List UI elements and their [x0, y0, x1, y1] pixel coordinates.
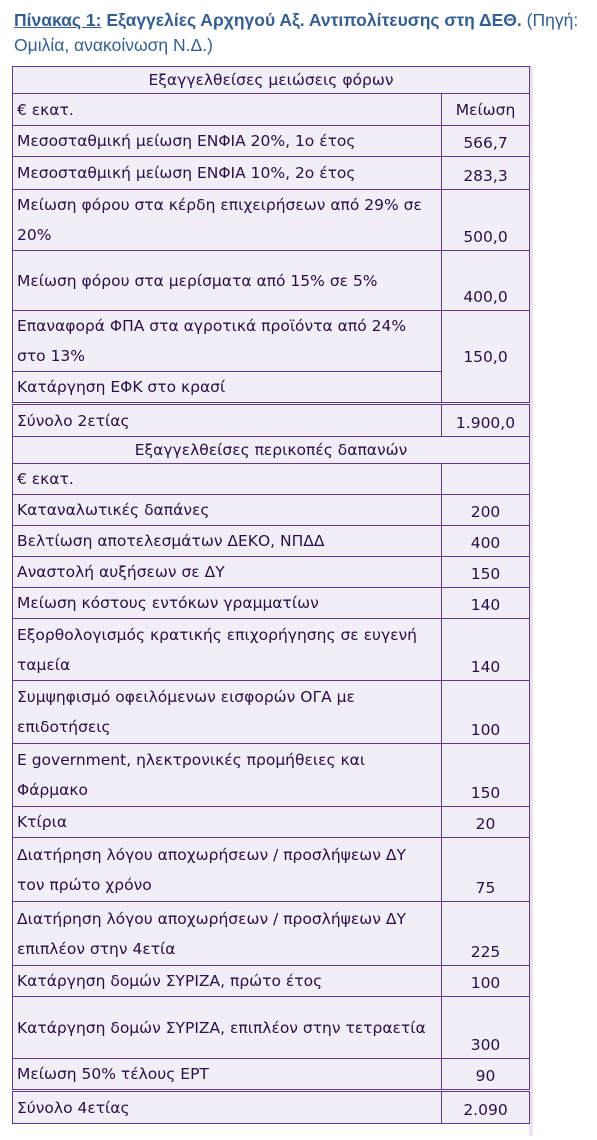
row-label: Κατάργηση δομών ΣΥΡΙΖΑ, πρώτο έτος	[13, 966, 442, 997]
row-label: Κατάργηση δομών ΣΥΡΙΖΑ, επιπλέον στην τετραετία	[13, 997, 442, 1059]
row-label: Καταναλωτικές δαπάνες	[13, 495, 442, 526]
row-label: Κτίρια	[13, 807, 442, 838]
table-row	[13, 807, 530, 838]
row-value: 400	[442, 526, 530, 557]
row-value: 150	[442, 744, 530, 807]
measures-table	[12, 66, 530, 1124]
total-row	[13, 404, 530, 437]
row-value: 100	[442, 966, 530, 997]
row-value: 75	[442, 838, 530, 902]
column-header-row	[13, 464, 530, 495]
total-value: 2.090	[442, 1091, 530, 1124]
section-header-row	[13, 67, 530, 94]
row-label: Διατήρηση λόγου αποχωρήσεων / προσλήψεων ΔΥ τον πρώτο χρόνο	[13, 838, 442, 902]
column-header-row	[13, 94, 530, 126]
row-label: Βελτίωση αποτελεσμάτων ΔΕΚΟ, ΝΠΔΔ	[13, 526, 442, 557]
row-value: 225	[442, 902, 530, 966]
row-value: 200	[442, 495, 530, 526]
table-row	[13, 311, 530, 372]
table-row	[13, 557, 530, 588]
value-column-header: Μείωση	[442, 94, 530, 126]
caption-label: Πίνακας 1:	[14, 10, 102, 30]
table-caption	[14, 8, 594, 58]
value-column-header-empty	[442, 464, 530, 495]
total-value: 1.900,0	[442, 404, 530, 437]
table-row	[13, 157, 530, 190]
table-row	[13, 744, 530, 807]
row-value: 140	[442, 619, 530, 681]
row-label: Μείωση φόρου στα μερίσματα από 15% σε 5%	[13, 251, 442, 311]
table-row	[13, 126, 530, 157]
section-title-spending: Εξαγγελθείσες περικοπές δαπανών	[13, 437, 530, 464]
section-title-tax: Εξαγγελθείσες μειώσεις φόρων	[13, 67, 530, 94]
total-label: Σύνολο 4ετίας	[13, 1091, 442, 1124]
row-value: 20	[442, 807, 530, 838]
table-row	[13, 902, 530, 966]
row-value: 300	[442, 997, 530, 1059]
row-label: Συμψηφισμό οφειλόμενων εισφορών ΟΓΑ με επιδοτήσεις	[13, 681, 442, 744]
table-row	[13, 251, 530, 311]
total-row	[13, 1091, 530, 1124]
unit-label: € εκατ.	[13, 464, 442, 495]
table-row	[13, 681, 530, 744]
row-value: 283,3	[442, 157, 530, 190]
table-row	[13, 619, 530, 681]
section-header-row	[13, 437, 530, 464]
unit-label: € εκατ.	[13, 94, 442, 126]
row-label: Μεσοσταθμική μείωση ΕΝΦΙΑ 20%, 1ο έτος	[13, 126, 442, 157]
row-value: 150	[442, 557, 530, 588]
table-row	[13, 495, 530, 526]
row-value: 100	[442, 681, 530, 744]
row-value: 140	[442, 588, 530, 619]
table-row	[13, 838, 530, 902]
row-label: Μείωση κόστους εντόκων γραμματίων	[13, 588, 442, 619]
row-value: 566,7	[442, 126, 530, 157]
row-label: Εξορθολογισμός κρατικής επιχορήγησης σε ευγενή ταμεία	[13, 619, 442, 681]
caption-source: (Πηγή: Ομιλία, ανακοίνωση Ν.Δ.)	[14, 10, 579, 55]
total-label: Σύνολο 2ετίας	[13, 404, 442, 437]
row-label: Διατήρηση λόγου αποχωρήσεων / προσλήψεων ΔΥ επιπλέον στην 4ετία	[13, 902, 442, 966]
row-label: Αναστολή αυξήσεων σε ΔΥ	[13, 557, 442, 588]
table-row	[13, 526, 530, 557]
row-value: 500,0	[442, 190, 530, 251]
row-value: 90	[442, 1059, 530, 1091]
row-label: E government, ηλεκτρονικές προμήθειες και Φάρμακο	[13, 744, 442, 807]
table-row	[13, 190, 530, 251]
table-row	[13, 966, 530, 997]
caption-title: Εξαγγελίες Αρχηγού Αξ. Αντιπολίτευσης στη ΔΕΘ.	[101, 10, 522, 30]
table-row	[13, 588, 530, 619]
row-label: Μεσοσταθμική μείωση ΕΝΦΙΑ 10%, 2ο έτος	[13, 157, 442, 190]
row-label: Επαναφορά ΦΠΑ στα αγροτικά προϊόντα από 24% στο 13%	[13, 311, 442, 372]
row-value: 150,0	[442, 311, 530, 404]
table-row	[13, 1059, 530, 1091]
row-value: 400,0	[442, 251, 530, 311]
row-label: Μείωση φόρου στα κέρδη επιχειρήσεων από 29% σε 20%	[13, 190, 442, 251]
table-row	[13, 997, 530, 1059]
row-label: Μείωση 50% τέλους ΕΡΤ	[13, 1059, 442, 1091]
row-label: Κατάργηση ΕΦΚ στο κρασί	[13, 372, 442, 404]
